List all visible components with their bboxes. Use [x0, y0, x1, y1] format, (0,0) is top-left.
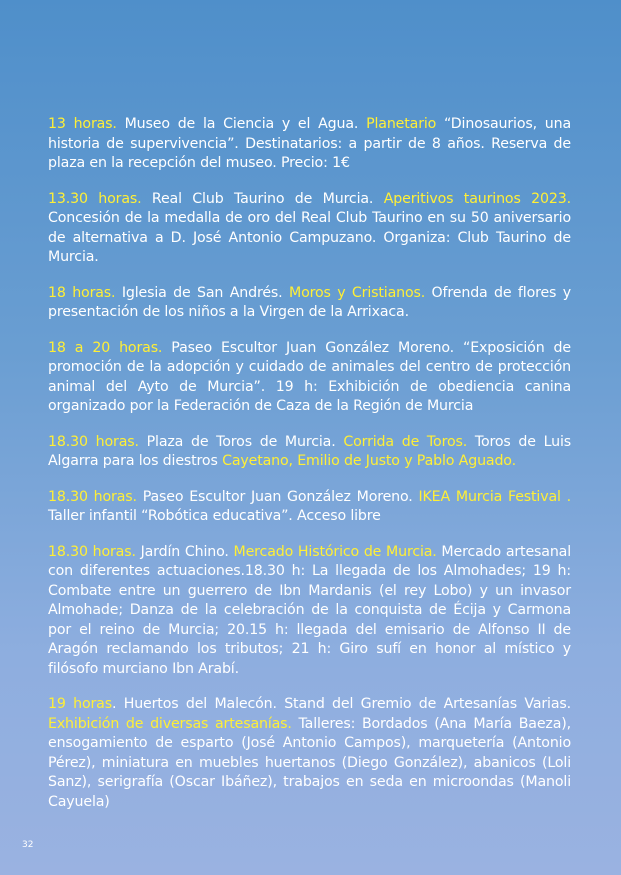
event-entry	[48, 543, 571, 680]
event-time: 18.30 horas.	[48, 543, 136, 560]
event-time: 13 horas.	[48, 116, 117, 132]
event-description: Toros de Luis Algarra para los diestros	[48, 433, 571, 469]
event-entry	[48, 695, 571, 812]
event-title: Exhibición de diversas artesanías.	[48, 715, 292, 732]
event-place: Iglesia de San Andrés.	[115, 284, 289, 301]
event-description: Mercado artesanal con diferentes actuaciones.18.30 h: La llegada de los Almohades; 19 h: Combate entre un guerrero de Ibn Mardanis (el rey Lobo) y un invasor Almohade; Danza de la celebración de la conquista de Écija y Carmona por el reino de Murcia; 20.15 h: llegada del emisario de Alfonso II de Aragón reclamando los tributos; 21 h: Giro sufí en honor al místico y filósofo murciano Ibn Arabí.	[48, 543, 572, 677]
event-description: “Exposición de promoción de la adopción y cuidado de animales del centro de protección animal del Ayto de Murcia”. 19 h: Exhibición de obediencia canina organizado por la Federación de Caza de la Región de Murcia	[48, 339, 571, 414]
event-description: Talleres: Bordados (Ana María Baeza), ensogamiento de esparto (José Antonio Campos), marquetería (Antonio Pérez), miniatura en muebles huertanos (Diego González), abanicos (Loli Sanz), serigrafía (Oscar Ibáñez), trabajos en seda en microondas (Manoli Cayuela)	[48, 715, 572, 810]
event-place: Plaza de Toros de Murcia.	[138, 433, 344, 450]
event-description: Ofrenda de flores y presentación de los niños a la Virgen de la Arrixaca.	[48, 284, 571, 320]
event-title: IKEA Murcia Festival .	[418, 488, 571, 505]
event-entry	[48, 488, 571, 527]
event-place: Real Club Taurino de Murcia.	[141, 190, 384, 207]
event-entry	[48, 190, 571, 268]
event-time: 19 horas	[48, 696, 112, 712]
event-list	[48, 115, 571, 828]
event-description: Taller infantil “Robótica educativa”. Acceso libre	[48, 508, 381, 524]
event-time: 18 a 20 horas.	[48, 339, 163, 356]
event-place: Paseo Escultor Juan González Moreno.	[162, 339, 464, 356]
event-place: . Huertos del Malecón. Stand del Gremio de Artesanías Varias.	[111, 696, 571, 712]
event-entry	[48, 339, 571, 417]
event-entry	[48, 284, 571, 323]
event-title: Aperitivos taurinos 2023.	[383, 190, 571, 207]
page-number: 32	[22, 840, 34, 850]
event-time: 18.30 horas.	[48, 488, 137, 505]
event-performers: Cayetano, Emilio de Justo y Pablo Aguado.	[222, 453, 516, 469]
event-time: 18.30 horas.	[48, 433, 139, 450]
event-place: Museo de la Ciencia y el Agua.	[116, 116, 367, 132]
event-time: 13.30 horas.	[48, 190, 142, 207]
event-place: Paseo Escultor Juan González Moreno.	[136, 488, 419, 505]
event-title: Corrida de Toros.	[343, 433, 468, 450]
event-description: Concesión de la medalla de oro del Real Club Taurino en su 50 aniversario de alternativa a D. José Antonio Campuzano. Organiza: Club Taurino de Murcia.	[48, 210, 571, 265]
event-place: Jardín Chino.	[135, 543, 234, 560]
event-entry	[48, 115, 571, 174]
event-time: 18 horas.	[48, 284, 116, 301]
event-description: “Dinosaurios, una historia de supervivencia”. Destinatarios: a partir de 8 años. Reserva de plaza en la recepción del museo. Precio: 1€	[48, 116, 571, 171]
event-title: Moros y Cristianos.	[288, 284, 426, 301]
event-title: Mercado Histórico de Murcia.	[233, 543, 437, 560]
event-title: Planetario	[366, 116, 437, 132]
event-entry	[48, 433, 571, 472]
